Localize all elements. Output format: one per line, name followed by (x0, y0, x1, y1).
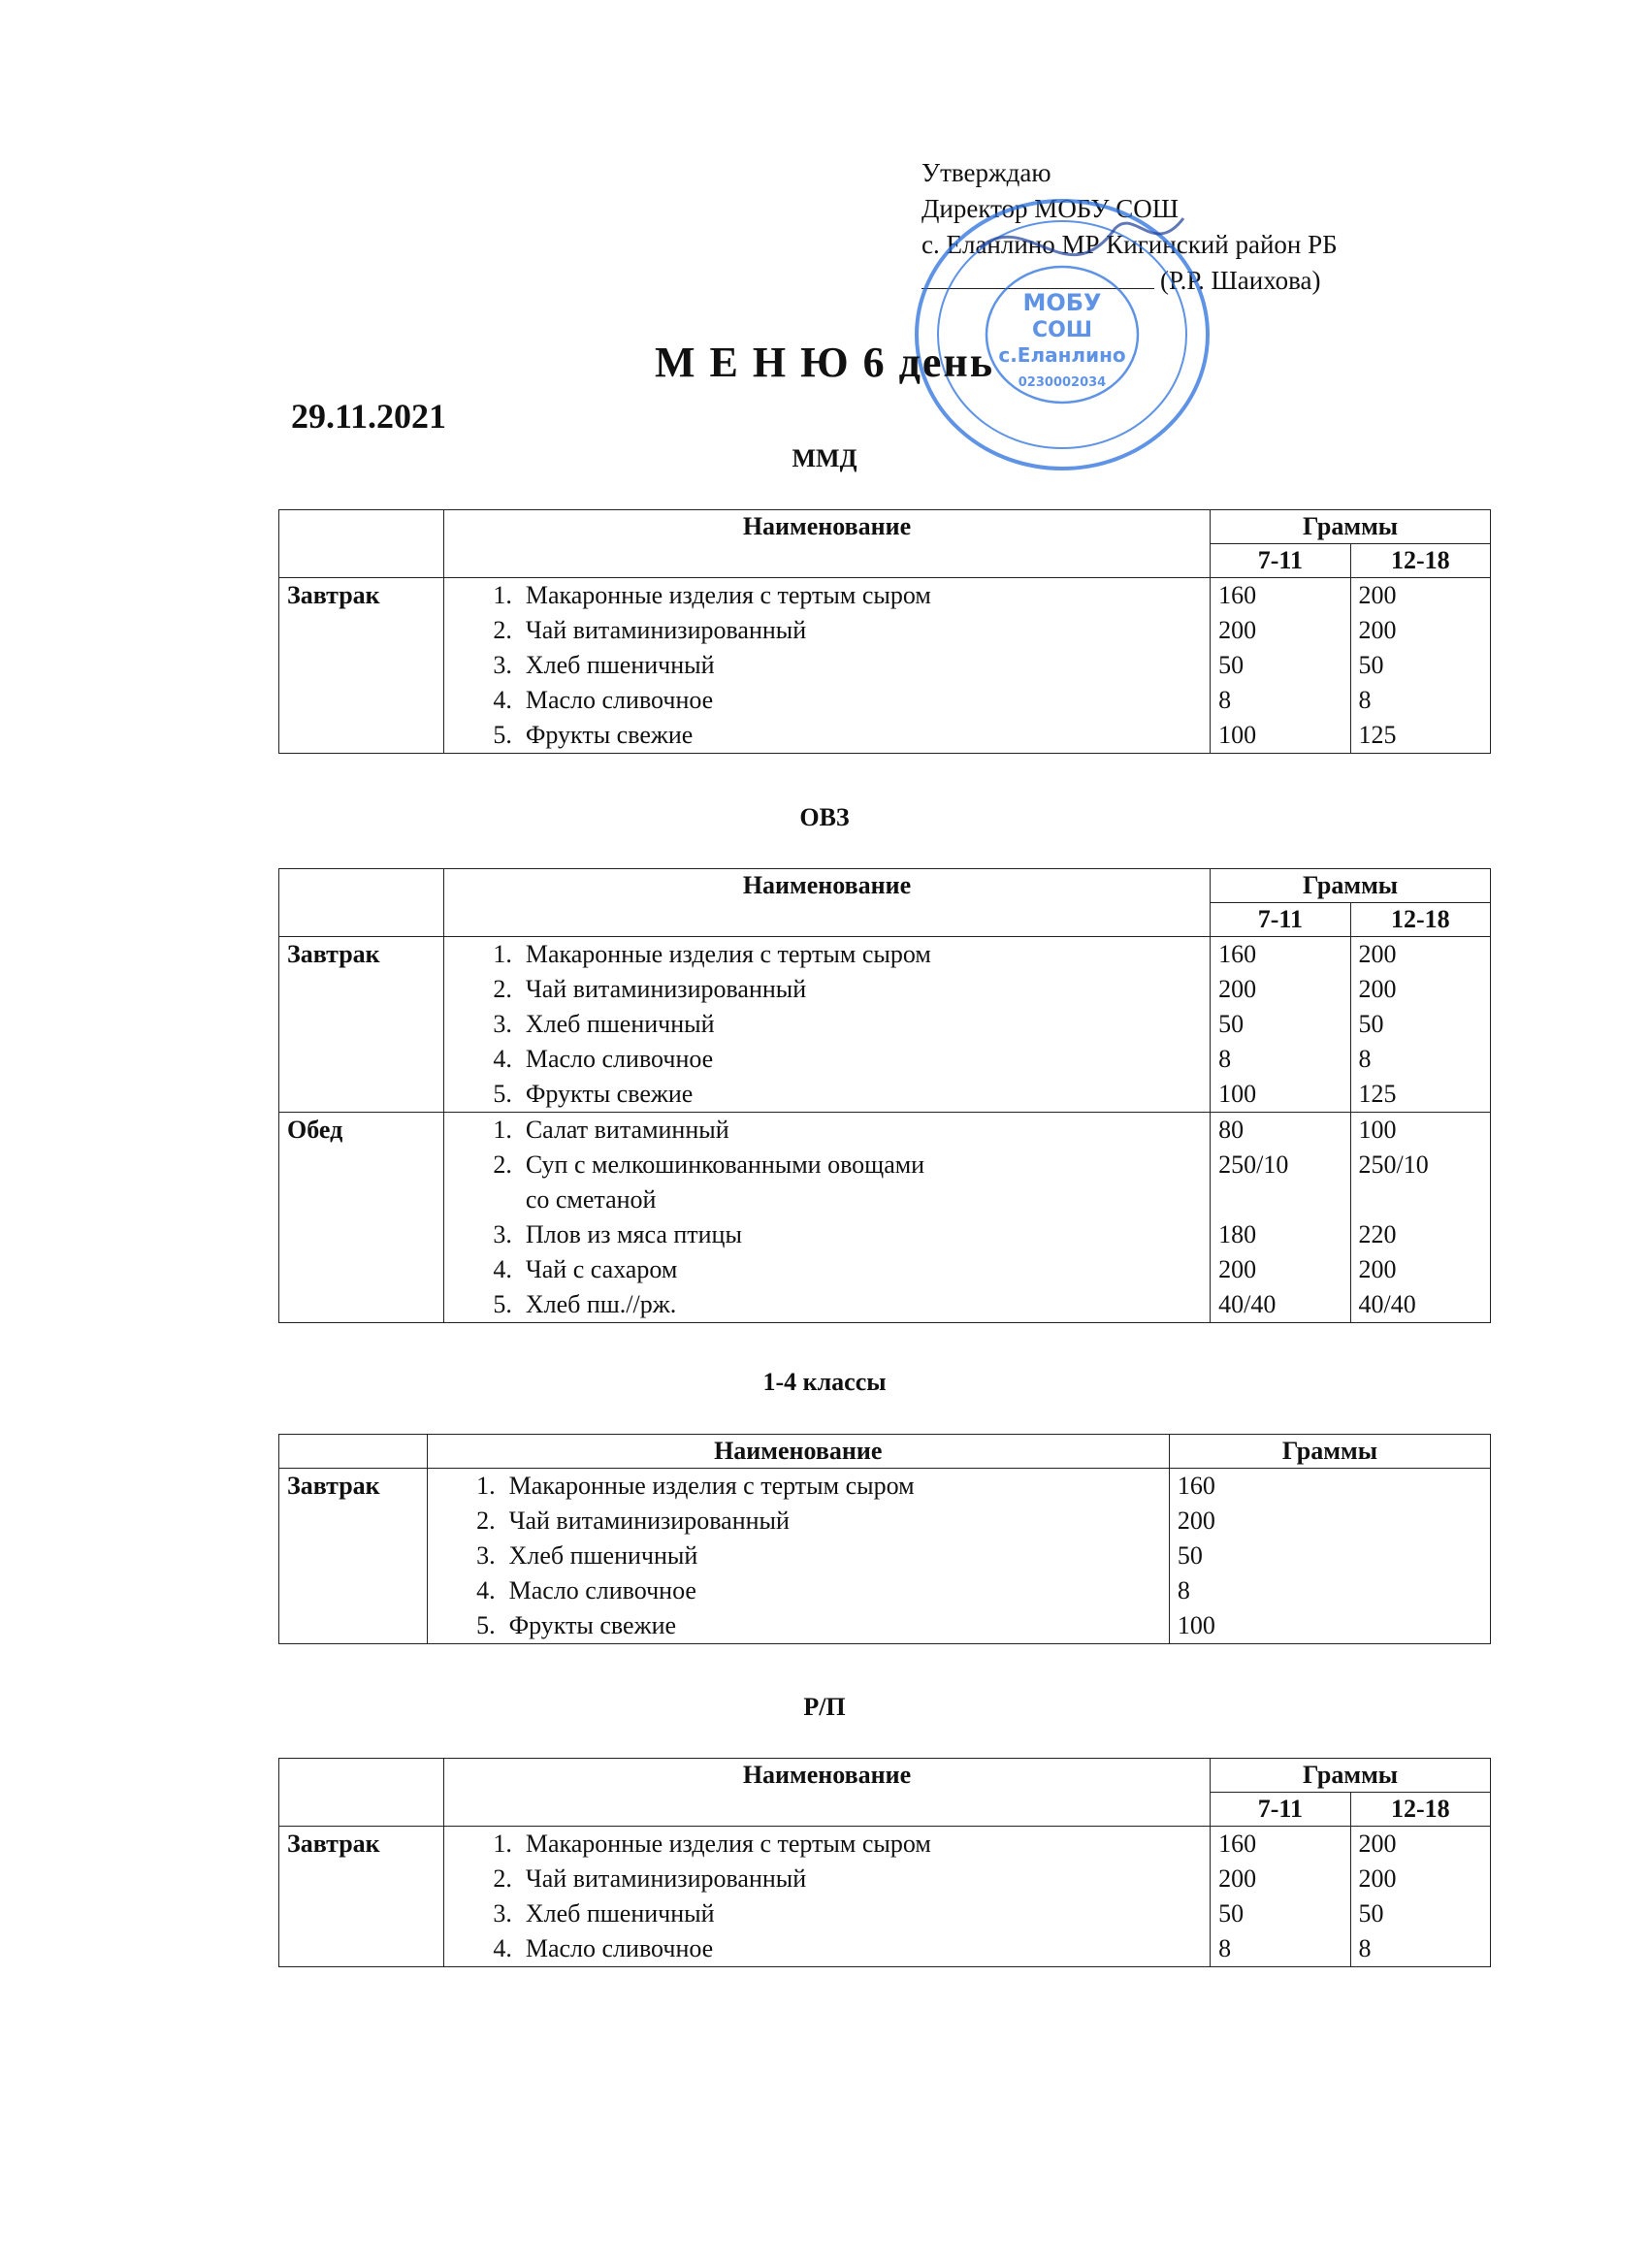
grams-12-18 (1350, 1113, 1490, 1323)
dish-name: Масло сливочное (525, 1934, 714, 1962)
grams-cell: 100 (1358, 1116, 1397, 1144)
header-age-12-18: 12-18 (1350, 1793, 1490, 1827)
meal-label: Завтрак (279, 1469, 428, 1644)
grams-cell: 200 (1358, 581, 1397, 609)
item-number: 3. (476, 1541, 496, 1570)
grams-cell: 200 (1358, 1864, 1397, 1893)
dish-name: Чай витаминизированный (525, 616, 807, 644)
header-name: Наименование (443, 510, 1210, 578)
list-item (452, 1042, 1202, 1077)
dish-name: Чай с сахаром (525, 1255, 678, 1283)
grams-12-18 (1350, 937, 1490, 1113)
grams-cell: 125 (1358, 1080, 1397, 1108)
item-number: 1. (493, 940, 512, 968)
header-grams: Граммы (1211, 510, 1491, 544)
grams-cell: 125 (1358, 721, 1397, 749)
grams-cell: 50 (1218, 651, 1245, 679)
grams-cell: 160 (1218, 1830, 1257, 1858)
grams-cell: 200 (1358, 940, 1397, 968)
grams-cell: 200 (1358, 975, 1397, 1003)
grams-cell: 220 (1358, 1220, 1397, 1248)
dish-name: Масло сливочное (508, 1576, 696, 1604)
wrap-spacer (1218, 1183, 1342, 1217)
menu-table-ovz (278, 868, 1491, 1323)
grams-cell: 50 (1358, 1899, 1384, 1928)
stamp-text-top: МОБУ (1022, 289, 1102, 316)
grams-cell: 100 (1218, 721, 1257, 749)
grams-cell: 50 (1218, 1899, 1245, 1928)
grams-12-18 (1350, 1827, 1490, 1967)
signature-underline (922, 288, 1154, 289)
dish-name: Чай витаминизированный (508, 1507, 790, 1535)
dish-name: Хлеб пш.//рж. (525, 1290, 677, 1318)
item-number: 4. (493, 686, 512, 714)
dish-name: Фрукты свежие (525, 1080, 694, 1108)
dish-list (443, 1827, 1210, 1967)
table-row (279, 1113, 1491, 1323)
list-item (452, 1217, 1202, 1252)
approval-signatory: (Р.Р. Шаихова) (1160, 266, 1321, 295)
list-item (452, 937, 1202, 972)
header-age-7-11: 7-11 (1211, 1793, 1350, 1827)
item-number: 1. (493, 1830, 512, 1858)
item-number: 3. (493, 1899, 512, 1928)
header-name: Наименование (427, 1435, 1169, 1469)
stamp-text-village: с.Еланлино (998, 343, 1126, 367)
dish-name: Чай витаминизированный (525, 1864, 807, 1893)
grams-cell: 8 (1218, 686, 1232, 714)
dish-name: Макаронные изделия с тертым сыром (525, 1830, 931, 1858)
header-age-12-18: 12-18 (1350, 544, 1490, 578)
item-number: 1. (493, 581, 512, 609)
grams-cell: 200 (1218, 1864, 1257, 1893)
meal-label: Завтрак (279, 578, 444, 754)
dish-name: Макаронные изделия с тертым сыром (525, 581, 931, 609)
approval-signature-line (922, 263, 1338, 299)
table-row (279, 1469, 1491, 1644)
header-grams: Граммы (1211, 869, 1491, 903)
section-title-mmd: ММД (792, 444, 857, 472)
list-item (452, 613, 1202, 648)
grams-cell: 160 (1218, 940, 1257, 968)
list-item (452, 578, 1202, 613)
grams-12-18 (1350, 578, 1490, 754)
grams-cell: 180 (1218, 1220, 1257, 1248)
approval-organization: с. Еланлино МР Кигинский район РБ (922, 230, 1338, 259)
stamp-text-code: 0230002034 (1018, 375, 1107, 390)
dish-list (443, 1113, 1210, 1323)
dish-list (443, 937, 1210, 1113)
grams-cell: 200 (1218, 616, 1257, 644)
section-title-ovz: ОВЗ (799, 803, 850, 831)
document-date: 29.11.2021 (291, 397, 447, 436)
grams-value (1169, 1469, 1490, 1644)
list-item (452, 648, 1202, 683)
meal-label: Обед (279, 1113, 444, 1323)
grams-cell: 200 (1358, 616, 1397, 644)
grams-cell: 250/10 (1358, 1150, 1429, 1179)
list-item (452, 718, 1202, 753)
list-item (452, 1862, 1202, 1896)
header-name: Наименование (443, 1759, 1210, 1827)
grams-7-11 (1211, 1827, 1350, 1967)
grams-cell: 200 (1358, 1830, 1397, 1858)
list-item (436, 1608, 1161, 1643)
dish-name: Хлеб пшеничный (508, 1541, 698, 1570)
approval-heading: Утверждаю (922, 158, 1051, 187)
document-title: М Е Н Ю 6 день (654, 339, 995, 386)
grams-cell: 40/40 (1358, 1290, 1416, 1318)
grams-cell: 8 (1358, 686, 1372, 714)
grams-7-11 (1211, 937, 1350, 1113)
dish-list (427, 1469, 1169, 1644)
item-number: 3. (493, 651, 512, 679)
grams-cell: 8 (1358, 1045, 1372, 1073)
grams-cell: 8 (1358, 1934, 1372, 1962)
section-title-grades-1-4: 1-4 классы (762, 1368, 887, 1396)
table-row (279, 578, 1491, 754)
meal-label: Завтрак (279, 1827, 444, 1967)
item-number: 2. (493, 975, 512, 1003)
grams-7-11 (1211, 578, 1350, 754)
grams-cell: 8 (1177, 1576, 1190, 1604)
dish-list (443, 578, 1210, 754)
item-number: 2. (493, 1864, 512, 1893)
dish-name: Фрукты свежие (508, 1611, 677, 1639)
grams-cell: 50 (1218, 1010, 1245, 1038)
grams-cell: 200 (1218, 975, 1257, 1003)
dish-name: Хлеб пшеничный (525, 1899, 715, 1928)
stamp-text-middle: СОШ (1031, 318, 1093, 342)
item-number: 3. (493, 1010, 512, 1038)
header-age-7-11: 7-11 (1211, 544, 1350, 578)
header-age-12-18: 12-18 (1350, 903, 1490, 937)
header-name: Наименование (443, 869, 1210, 937)
header-empty (279, 869, 444, 937)
item-number: 5. (493, 1290, 512, 1318)
dish-name: Чай витаминизированный (525, 975, 807, 1003)
section-title-rp: Р/П (803, 1693, 846, 1721)
list-item (452, 972, 1202, 1007)
grams-cell: 200 (1177, 1507, 1215, 1535)
list-item (436, 1504, 1161, 1539)
meal-label: Завтрак (279, 937, 444, 1113)
grams-cell: 50 (1358, 651, 1384, 679)
item-number: 5. (493, 721, 512, 749)
dish-name: Салат витаминный (525, 1116, 729, 1144)
dish-name: Масло сливочное (525, 1045, 714, 1073)
list-item (436, 1573, 1161, 1608)
menu-table-rp (278, 1758, 1491, 1967)
grams-cell: 40/40 (1218, 1290, 1277, 1318)
list-item (452, 683, 1202, 718)
grams-cell: 8 (1218, 1934, 1232, 1962)
grams-cell: 160 (1218, 581, 1257, 609)
list-item (436, 1469, 1161, 1504)
item-number: 1. (493, 1116, 512, 1144)
dish-name: Хлеб пшеничный (525, 651, 715, 679)
list-item (452, 1113, 1202, 1148)
list-item (452, 1896, 1202, 1931)
item-number: 3. (493, 1220, 512, 1248)
approval-block (922, 155, 1338, 299)
header-age-7-11: 7-11 (1211, 903, 1350, 937)
menu-table-mmd (278, 509, 1491, 754)
item-number: 5. (493, 1080, 512, 1108)
list-item (452, 1287, 1202, 1322)
grams-cell: 50 (1358, 1010, 1384, 1038)
dish-name: Фрукты свежие (525, 721, 694, 749)
dish-name: Макаронные изделия с тертым сыром (525, 940, 931, 968)
dish-name: Хлеб пшеничный (525, 1010, 715, 1038)
approval-position: Директор МОБУ СОШ (922, 194, 1179, 223)
grams-cell: 50 (1177, 1541, 1203, 1570)
grams-cell: 160 (1177, 1472, 1215, 1500)
dish-name: Макаронные изделия с тертым сыром (508, 1472, 915, 1500)
dish-name: Плов из мяса птицы (525, 1220, 742, 1248)
header-empty (279, 1435, 428, 1469)
list-item (452, 1077, 1202, 1112)
item-number: 4. (493, 1934, 512, 1962)
header-grams: Граммы (1169, 1435, 1490, 1469)
list-item (452, 1931, 1202, 1966)
table-row (279, 1827, 1491, 1967)
list-item (452, 1827, 1202, 1862)
item-number: 4. (493, 1255, 512, 1283)
list-item (452, 1148, 1202, 1217)
table-row (279, 937, 1491, 1113)
item-number: 2. (476, 1507, 496, 1535)
header-grams: Граммы (1211, 1759, 1491, 1793)
grams-7-11 (1211, 1113, 1350, 1323)
grams-cell: 8 (1218, 1045, 1232, 1073)
item-number: 5. (476, 1611, 496, 1639)
item-number: 4. (493, 1045, 512, 1073)
menu-table-grades-1-4 (278, 1434, 1491, 1644)
header-empty (279, 1759, 444, 1827)
list-item (436, 1539, 1161, 1573)
grams-cell: 200 (1218, 1255, 1257, 1283)
grams-cell: 100 (1177, 1611, 1215, 1639)
item-number: 2. (493, 1150, 512, 1179)
grams-cell: 80 (1218, 1116, 1245, 1144)
wrap-spacer (1359, 1183, 1482, 1217)
item-number: 2. (493, 616, 512, 644)
item-number: 1. (476, 1472, 496, 1500)
item-number: 4. (476, 1576, 496, 1604)
header-empty (279, 510, 444, 578)
grams-cell: 100 (1218, 1080, 1257, 1108)
grams-cell: 250/10 (1218, 1150, 1289, 1179)
grams-cell: 200 (1358, 1255, 1397, 1283)
dish-name: Масло сливочное (525, 686, 714, 714)
dish-name: Суп с мелкошинкованными овощами со сметаной (525, 1150, 925, 1214)
list-item (452, 1007, 1202, 1042)
list-item (452, 1252, 1202, 1287)
